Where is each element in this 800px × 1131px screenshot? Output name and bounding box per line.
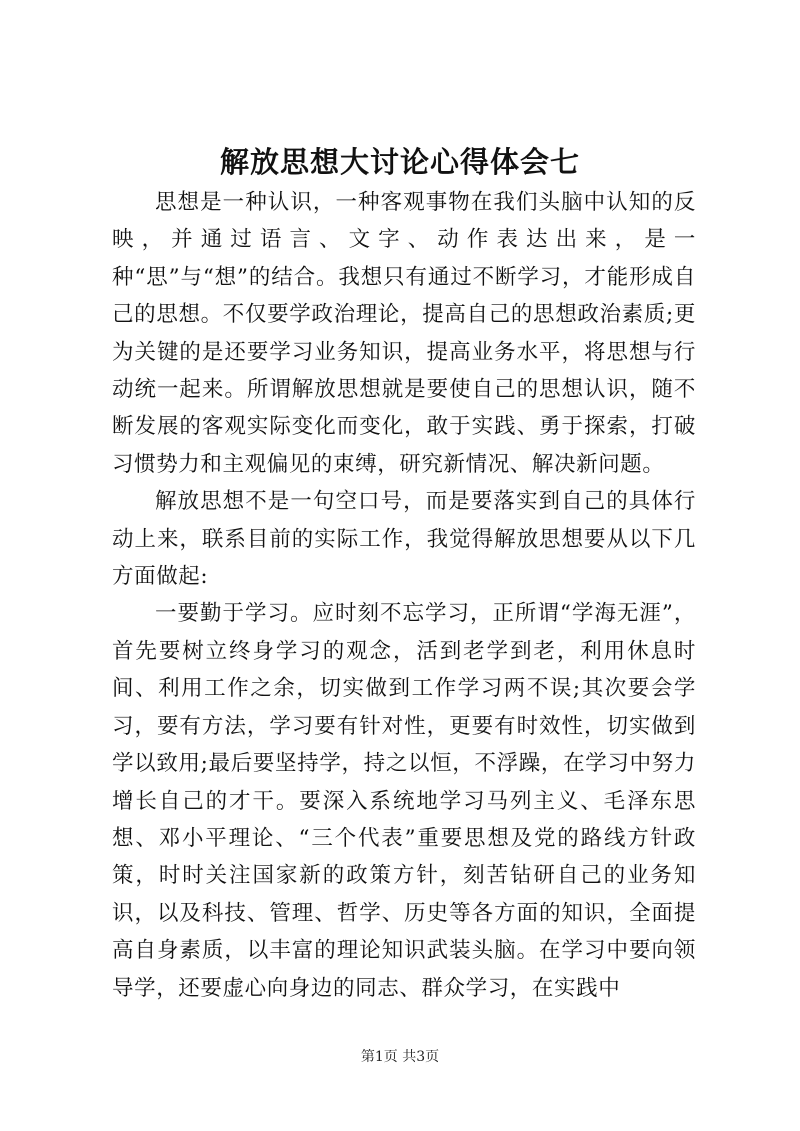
paragraph-3: 一要勤于学习。应时刻不忘学习，正所谓“学海无涯”，首先要树立终身学习的观念，活到老学到老，利用休息时间、利用工作之余，切实做到工作学习两不误;其次要会学习，要有方法，学习要有针对性，更要有时效性，切实做到学以致用;最后要坚持学，持之以恒，不浮躁，在学习中努力增长自己的才干。要深入系统地学习马列主义、毛泽东思想、邓小平理论、“三个代表”重要思想及党的路线方针政策，时时关注国家新的政策方针，刻苦钻研自己的业务知识，以及科技、管理、哲学、历史等各方面的知识，全面提高自身素质，以丰富的理论知识武装头脑。在学习中要向领导学，还要虚心向身边的同志、群众学习，在实践中 xyxy=(112,601,696,1001)
document-title: 解放思想大讨论心得体会七 xyxy=(219,145,580,179)
paragraph-2: 解放思想不是一句空口号，而是要落实到自己的具体行动上来，联系目前的实际工作，我觉得解放思想要从以下几方面做起: xyxy=(112,489,696,590)
page-footer: 第1页 共3页 xyxy=(360,1049,440,1065)
document-body xyxy=(112,184,696,1007)
paragraph-1: 思想是一种认识，一种客观事物在我们头脑中认知的反映，并通过语言、文字、动作表达出来，是一种“思”与“想”的结合。我想只有通过不断学习，才能形成自己的思想。不仅要学政治理论，提高自己的思想政治素质;更为关键的是还要学习业务知识，提高业务水平，将思想与行动统一起来。所谓解放思想就是要使自己的思想认识，随不断发展的客观实际变化而变化，敢于实践、勇于探索，打破习惯势力和主观偏见的束缚，研究新情况、解决新问题。 xyxy=(112,190,696,477)
